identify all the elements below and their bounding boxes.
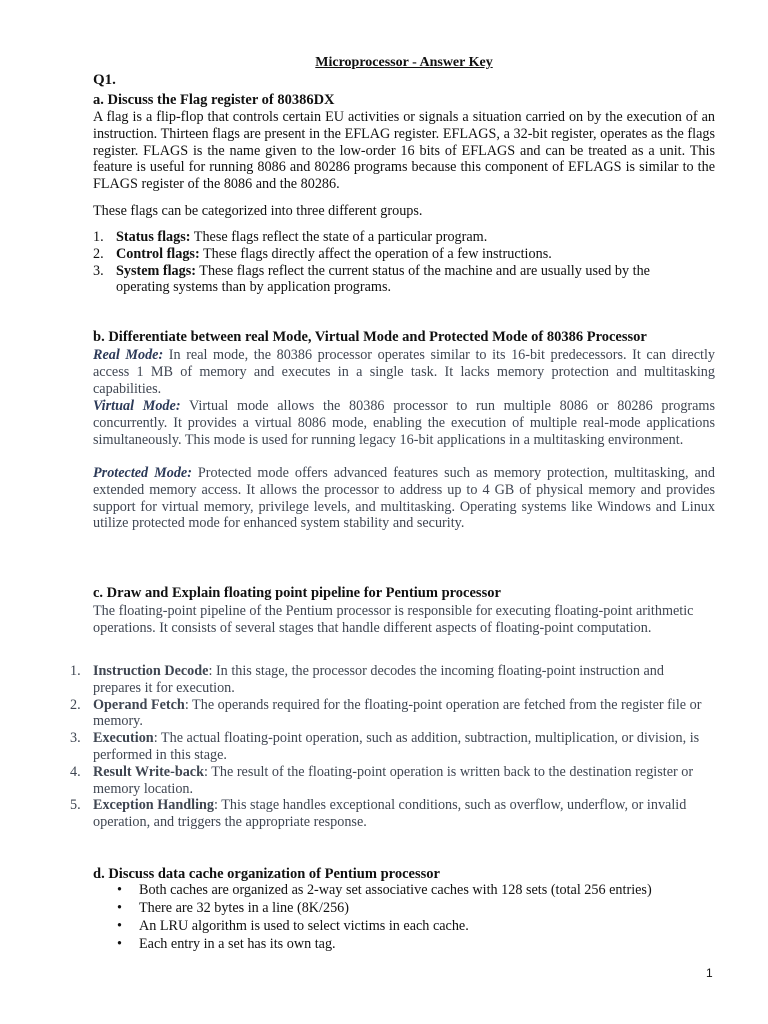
virtual-mode-paragraph [93, 398, 715, 448]
page-number: 1 [706, 966, 713, 980]
list-text: Both caches are organized as 2-way set associative caches with 128 sets (total 256 entries) [139, 882, 652, 898]
list-item [70, 663, 710, 697]
list-label: System flags: [116, 262, 196, 279]
list-number: 2. [70, 696, 81, 713]
pipeline-stages-list [70, 663, 710, 831]
protected-mode-paragraph [93, 465, 715, 532]
question-number: Q1. [93, 72, 116, 88]
list-label: Execution [93, 730, 154, 747]
list-item [115, 899, 735, 917]
section-b-heading: b. Differentiate between real Mode, Virtual Mode and Protected Mode of 80386 Processor [93, 329, 647, 345]
protected-mode-text: Protected mode offers advanced features such as memory protection, multitasking, and extended memory access. It allows the processor to address up to 4 GB of physical memory and provides support for virtual memory, privilege levels, and multitasking. Operating systems like Windows and Linux utilize protected mode for enhanced system stability and security. [93, 465, 715, 532]
list-item [70, 764, 710, 798]
bullet-icon: • [117, 882, 122, 898]
list-label: Result Write-back [93, 763, 204, 780]
list-item [70, 730, 710, 764]
cache-organization-list [115, 881, 735, 953]
real-mode-paragraph [93, 347, 715, 397]
section-c-intro: The floating-point pipeline of the Pentium processor is responsible for executing floating-point arithmetic operations. It consists of several stages that handle different aspects of floating-point computation. [93, 603, 694, 636]
list-text: These flags directly affect the operation of a few instructions. [199, 245, 552, 262]
list-item [115, 917, 735, 935]
list-item [93, 229, 703, 246]
list-label: Exception Handling [93, 797, 215, 814]
list-number: 2. [93, 245, 104, 262]
section-a-heading: a. Discuss the Flag register of 80386DX [93, 92, 335, 108]
bullet-icon: • [117, 900, 122, 916]
list-number: 1. [70, 663, 81, 679]
list-label: Status flags: [116, 229, 191, 245]
list-text: There are 32 bytes in a line (8K/256) [139, 900, 349, 916]
section-a-paragraph: A flag is a flip-flop that controls certain EU activities or signals a situation carried on by the execution of an instruction. Thirteen flags are present in the EFLAG register. EFLAGS, a 32-bit register, operates as the flags register. FLAGS is the name given to the low-order 16 bits of EFLAGS and can be treated as a unit. This feature is useful for running 8086 and 80286 programs because this component of EFLAGS is similar to the FLAGS register of the 8086 and the 80286. [93, 109, 715, 193]
list-text: : The actual floating-point operation, such as addition, subtraction, multiplication, or division, is performed in this stage. [93, 730, 700, 763]
list-text: : The result of the floating-point operation is written back to the destination register or memory location. [93, 763, 694, 797]
list-label: Instruction Decode [93, 663, 209, 679]
list-item [93, 263, 703, 297]
list-text: : This stage handles exceptional conditions, such as overflow, underflow, or invalid operation, and triggers the appropriate response. [93, 797, 687, 831]
bullet-icon: • [117, 918, 122, 934]
real-mode-label: Real Mode: [93, 347, 164, 363]
list-item [115, 881, 735, 899]
list-item [115, 935, 735, 953]
list-label: Operand Fetch [93, 696, 185, 713]
flag-groups-list [93, 229, 703, 296]
list-text: Each entry in a set has its own tag. [139, 936, 336, 952]
list-item [93, 246, 703, 263]
list-label: Control flags: [116, 245, 200, 262]
list-number: 1. [93, 229, 104, 245]
section-c-heading: c. Draw and Explain floating point pipeline for Pentium processor [93, 585, 501, 601]
list-number: 4. [70, 763, 81, 780]
bullet-icon: • [117, 936, 122, 952]
real-mode-text: In real mode, the 80386 processor operates similar to its 16-bit predecessors. It can directly access 1 MB of memory and executes in a single task. It lacks memory protection and multitasking capabilities. [93, 347, 716, 397]
page-title: Microprocessor - Answer Key [315, 55, 493, 70]
list-text: : In this stage, the processor decodes the incoming floating-point instruction and prepares it for execution. [93, 663, 664, 696]
section-a-groups-intro: These flags can be categorized into three different groups. [93, 203, 423, 219]
list-number: 3. [70, 730, 81, 747]
list-text: An LRU algorithm is used to select victims in each cache. [139, 918, 469, 934]
list-text: These flags reflect the state of a particular program. [190, 229, 488, 245]
virtual-mode-label: Virtual Mode: [93, 398, 181, 414]
list-item [70, 697, 710, 731]
list-text: : The operands required for the floating-point operation are fetched from the register file or memory. [93, 696, 702, 730]
section-d-heading: d. Discuss data cache organization of Pentium processor [93, 866, 440, 882]
list-text: These flags reflect the current status of the machine and are usually used by the operating systems than by application programs. [116, 262, 650, 296]
list-number: 3. [93, 262, 104, 279]
protected-mode-label: Protected Mode: [93, 465, 192, 481]
list-number: 5. [70, 797, 81, 814]
virtual-mode-text: Virtual mode allows the 80386 processor to run multiple 8086 or 80286 programs concurrently. It provides a virtual 8086 mode, enabling the execution of multiple real-mode applications simultaneously. This mode is used for running legacy 16-bit applications in a multitasking environment. [93, 398, 715, 448]
list-item [70, 797, 710, 831]
